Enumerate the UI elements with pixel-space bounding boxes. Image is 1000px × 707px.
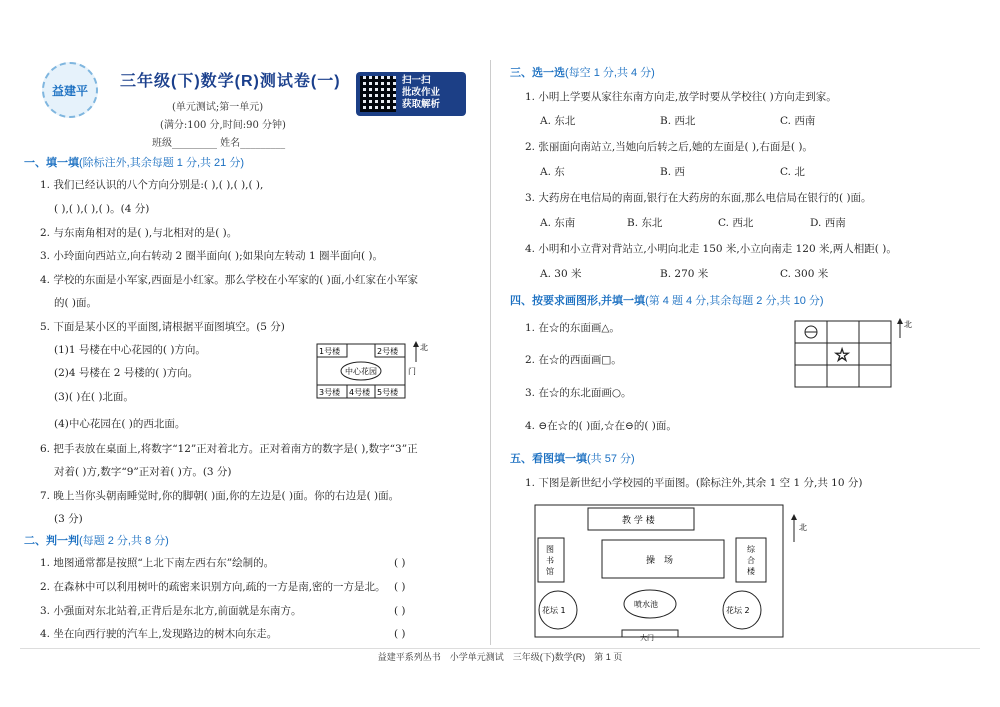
answer-paren: ( ) (394, 628, 406, 640)
north-label: 北 (904, 320, 912, 329)
garden-label: 中心花园 (345, 367, 377, 376)
qr-line: 获取解析 (402, 99, 441, 110)
choice-option: D. 西南 (810, 217, 846, 229)
gate-label: 大门 (640, 634, 654, 642)
publisher-logo: 益建平 (42, 62, 98, 118)
building-5-label: 5号楼 (377, 388, 399, 397)
fountain-label: 喷水池 (634, 600, 658, 609)
library-label-3: 馆 (546, 567, 554, 576)
question-line: 7. 晚上当你头朝南睡觉时,你的脚朝( )面,你的左边是( )面。你的右边是( )面。 (40, 490, 400, 502)
question-line: 2. 与东南角相对的是( ),与北相对的是( )。 (40, 227, 238, 239)
north-arrow-icon (413, 341, 419, 347)
complex-label-1: 综 (747, 545, 755, 554)
library-label-2: 书 (546, 556, 554, 565)
question-line: (3 分) (54, 513, 83, 525)
school-map (530, 500, 810, 644)
complex-label-2: 合 (747, 556, 755, 565)
question-line: 6. 把手表放在桌面上,将数字“12”正对着北方。正对着南方的数字是( ),数字“3”正 (40, 443, 418, 455)
choice-question: 2. 张丽面向南站立,当她向后转之后,她的左面是( ),右面是( )。 (525, 141, 813, 153)
judge-item: 4. 坐在向西行驶的汽车上,发现路边的树木向东走。 (40, 628, 278, 640)
question-line: (2)4 号楼在 2 号楼的( )方向。 (54, 367, 199, 379)
qr-line: 批改作业 (402, 87, 441, 98)
playground-label: 操 场 (646, 556, 674, 566)
section4-heading: 四、按要求画图形,并填一填(第 4 题 4 分,其余每题 2 分,共 10 分) (510, 295, 824, 307)
north-label: 北 (799, 523, 807, 532)
footer-text: 益建平系列丛书 小学单元测试 三年级(下)数学(R) 第 1 页 (377, 652, 623, 662)
complex-label-3: 楼 (747, 567, 755, 576)
question-line: 对着( )方,数字“9”正对着( )方。(3 分) (54, 466, 232, 478)
qr-code-icon (360, 76, 396, 112)
choice-option: C. 西南 (780, 115, 816, 127)
draw-question: 1. 在☆的东面画△。 (525, 322, 620, 334)
choice-option: A. 东北 (540, 115, 576, 127)
question-line: 1. 下图是新世纪小学校园的平面图。(除标注外,其余 1 空 1 分,共 10 分) (525, 477, 863, 489)
page-title: 三年级(下)数学(R)测试卷(一) (120, 73, 341, 90)
qr-line: 扫一扫 (402, 75, 431, 86)
column-divider (490, 60, 491, 645)
section5-heading: 五、看图填一填(共 57 分) (510, 453, 635, 465)
choice-option: A. 东南 (540, 217, 576, 229)
library-label-1: 图 (546, 545, 554, 554)
choice-option: B. 西北 (660, 115, 696, 127)
score-time: (满分:100 分,时间:90 分钟) (160, 120, 286, 131)
choice-option: A. 30 米 (540, 268, 582, 280)
question-line: (1)1 号楼在中心花园的( )方向。 (54, 344, 206, 356)
judge-item: 3. 小强面对东北站着,正背后是东北方,前面就是东南方。 (40, 605, 302, 617)
choice-question: 3. 大药房在电信局的南面,银行在大药房的东面,那么电信局在银行的( )面。 (525, 192, 872, 204)
choice-option: C. 西北 (718, 217, 754, 229)
unit-subtitle: (单元测试;第一单元) (172, 102, 264, 113)
question-line: 1. 我们已经认识的八个方向分别是:( ),( ),( ),( ), (40, 179, 264, 191)
answer-paren: ( ) (394, 605, 406, 617)
community-map (312, 340, 434, 402)
choice-option: C. 北 (780, 166, 805, 178)
section2-heading: 二、判一判(每题 2 分,共 8 分) (24, 535, 169, 547)
building-3-label: 3号楼 (319, 388, 341, 397)
answer-paren: ( ) (394, 557, 406, 569)
teaching-label: 教 学 楼 (622, 516, 655, 526)
page-footer (20, 648, 980, 664)
section3-heading: 三、选一选(每空 1 分,共 4 分) (510, 67, 655, 79)
choice-option: B. 270 米 (660, 268, 709, 280)
section1-heading: 一、填一填(除标注外,其余每题 1 分,共 21 分) (24, 157, 245, 169)
north-label: 北 (420, 343, 428, 352)
choice-question: 4. 小明和小立背对背站立,小明向北走 150 米,小立向南走 120 米,两人相距( )。 (525, 243, 897, 255)
star-icon: ☆ (834, 345, 851, 366)
gate-label: 门 (408, 367, 416, 376)
judge-item: 1. 地图通常都是按照“上北下南左西右东”绘制的。 (40, 557, 275, 569)
question-line: (3)( )在( )北面。 (54, 391, 134, 403)
judge-item: 2. 在森林中可以利用树叶的疏密来识别方向,疏的一方是南,密的一方是北。 (40, 581, 386, 593)
choice-option: A. 东 (540, 166, 565, 178)
flower-bed-2-label: 花坛 2 (726, 606, 750, 615)
shape-grid (790, 316, 920, 394)
north-arrow-icon (897, 318, 903, 324)
choice-question: 1. 小明上学要从家往东南方向走,放学时要从学校往( )方向走到家。 (525, 91, 837, 103)
north-arrow-icon (791, 514, 797, 520)
answer-paren: ( ) (394, 581, 406, 593)
choice-option: B. 西 (660, 166, 685, 178)
question-line: 5. 下面是某小区的平面图,请根据平面图填空。(5 分) (40, 321, 285, 333)
choice-option: C. 300 米 (780, 268, 829, 280)
qr-banner (356, 72, 466, 116)
choice-option: B. 东北 (627, 217, 663, 229)
question-line: 4. 学校的东面是小军家,西面是小红家。那么学校在小军家的( )面,小红家在小军家 (40, 274, 419, 286)
flower-bed-1-label: 花坛 1 (542, 606, 566, 615)
draw-question: 3. 在☆的东北面画○。 (525, 387, 632, 399)
building-1-label: 1号楼 (319, 347, 341, 356)
circle-minus-icon (805, 326, 817, 338)
question-line: 3. 小玲面向西站立,向右转动 2 圈半面向( );如果向左转动 1 圈半面向( )。 (40, 250, 384, 262)
question-line: ( ),( ),( ),( )。(4 分) (54, 203, 150, 215)
class-name-line: 班级_________ 姓名_________ (152, 138, 286, 149)
draw-question: 4. ⊖在☆的( )面,☆在⊖的( )面。 (525, 420, 677, 432)
question-line: (4)中心花园在( )的西北面。 (54, 418, 186, 430)
building-2-label: 2号楼 (377, 347, 399, 356)
question-line: 的( )面。 (54, 297, 98, 309)
draw-question: 2. 在☆的西面画□。 (525, 354, 622, 366)
building-4-label: 4号楼 (349, 388, 371, 397)
